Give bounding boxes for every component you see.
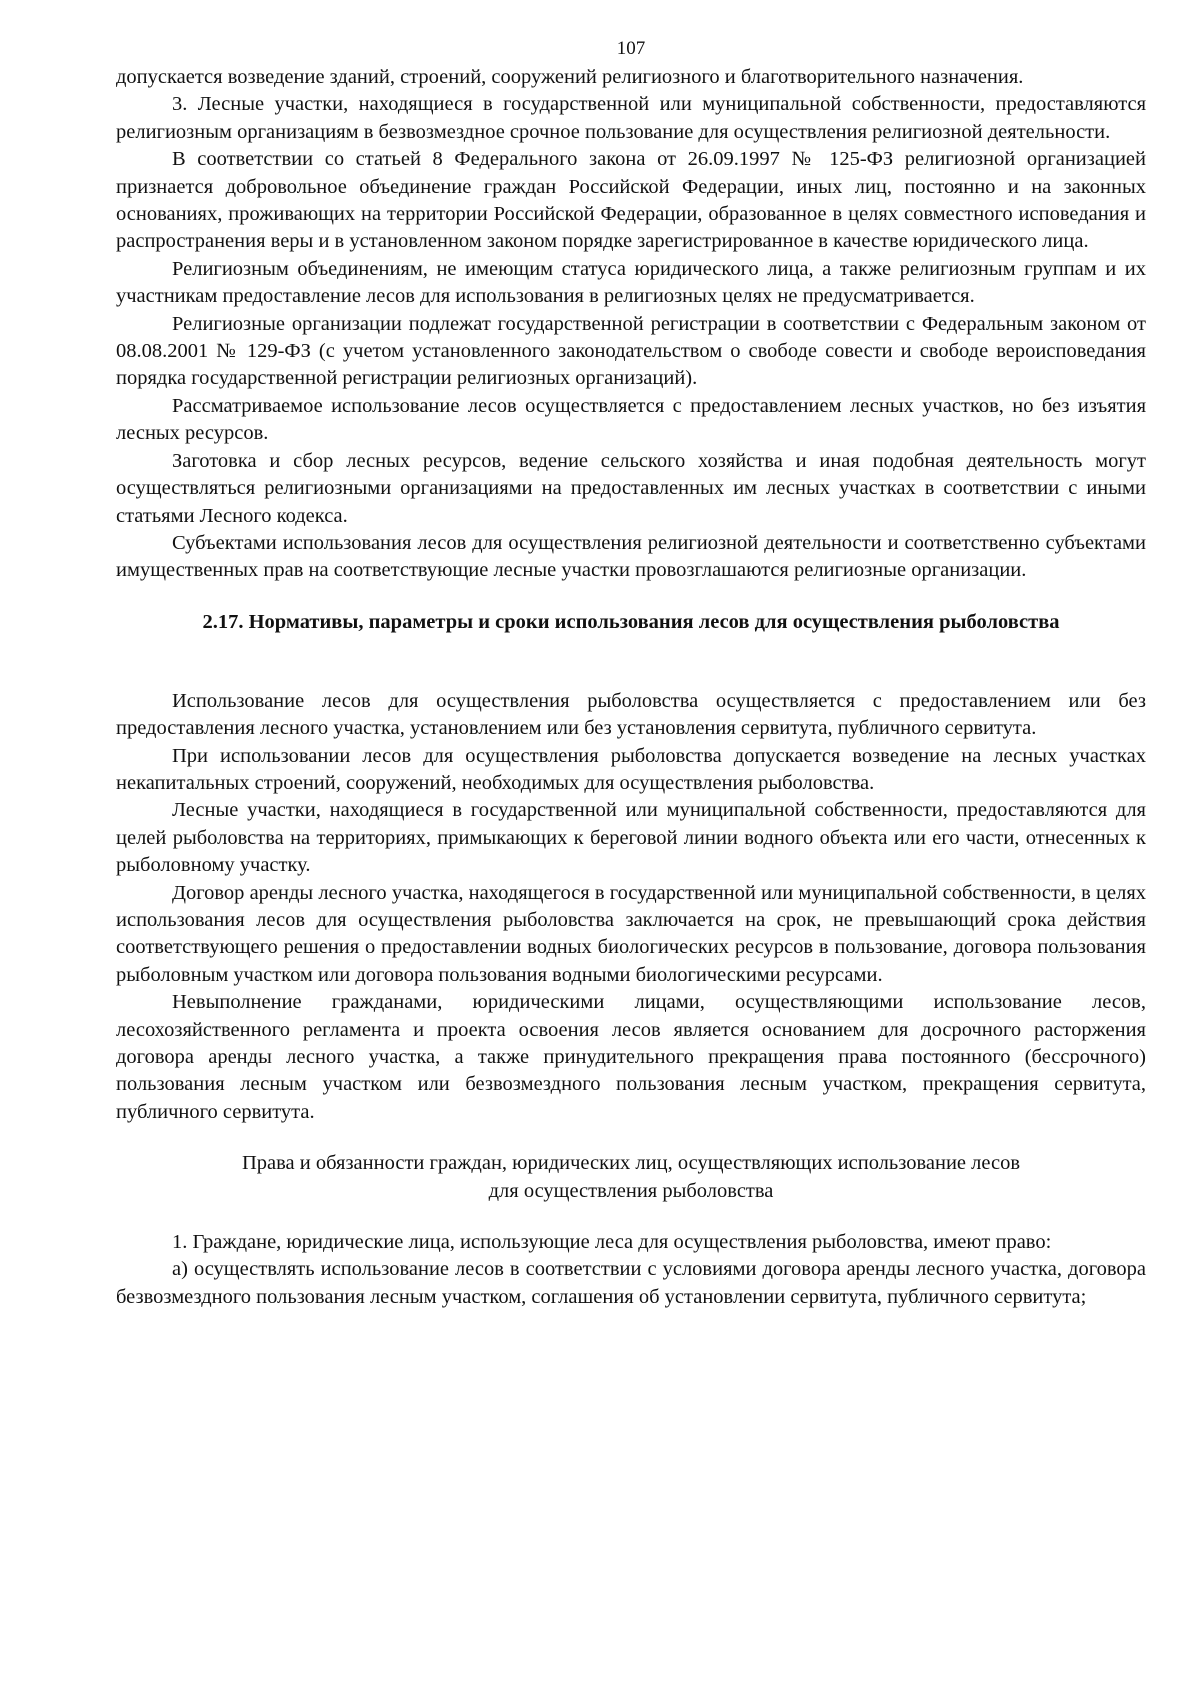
paragraph-harvesting-resources: Заготовка и сбор лесных ресурсов, ведение сельского хозяйства и иная подобная деятельность могут осуществляться религиозными организациями на предоставленных им лесных участках в соответствии с иными статьями Лесного кодекса. <box>116 449 1146 527</box>
paragraph-religious-organization-definition: В соответствии со статьей 8 Федерального закона от 26.09.1997 № 125-ФЗ религиозной организацией признается добровольное объединение граждан Российской Федерации, иных лиц, постоянно и на законных основаниях, проживающих на территории Российской Федерации, образованное в целях совместного исповедания и распространения веры и в установленном законом порядке зарегистрированное в качестве юридического лица. <box>116 148 1146 253</box>
paragraph-rights-item-a: а) осуществлять использование лесов в соответствии с условиями договора аренды лесного участка, договора безвозмездного пользования лесным участком, соглашения об установлении сервитута, публичного сервитута; <box>116 1258 1146 1308</box>
document-page <box>116 38 1146 1311</box>
paragraph-continuation: допускается возведение зданий, строений, сооружений религиозного и благотворительного назначения. <box>116 66 1024 88</box>
section-heading: 2.17. Нормативы, параметры и сроки использования лесов для осуществления рыболовства <box>202 610 1060 633</box>
paragraph-noncompliance: Невыполнение гражданами, юридическими лицами, осуществляющими использование лесов, лесохозяйственного регламента и проекта освоения лесов является основанием для досрочного расторжения договора аренды лесного участка, а также принудительного прекращения права постоянного (бессрочного) пользования лесным участком или безвозмездного пользования лесным участком, прекращения сервитута, публичного сервитута. <box>116 991 1146 1123</box>
paragraph-fishing-structures: При использовании лесов для осуществления рыболовства допускается возведение на лесных участках некапитальных строений, сооружений, необходимых для осуществления рыболовства. <box>116 744 1146 794</box>
paragraph-fishing-plots: Лесные участки, находящиеся в государственной или муниципальной собственности, предоставляются для целей рыболовства на территориях, примыкающих к береговой линии водного объекта или его части, отнесенных к рыболовному участку. <box>116 799 1146 877</box>
rights-heading-line-1: Права и обязанности граждан, юридических лиц, осуществляющих использование лесов <box>241 1152 1021 1175</box>
paragraph-lease-agreement: Договор аренды лесного участка, находящегося в государственной или муниципальной собственности, в целях использования лесов для осуществления рыболовства заключается на срок, не превышающий срока действия соответствующего решения о предоставлении водных биологических ресурсов в пользование, договора пользования рыболовным участком или договора пользования водными биологическими ресурсами. <box>116 881 1146 986</box>
paragraph-item-3: 3. Лесные участки, находящиеся в государственной или муниципальной собственности, предоставляются религиозным организациям в безвозмездное срочное пользование для осуществления религиозной деятельности. <box>116 93 1146 143</box>
paragraph-rights-item-1: 1. Граждане, юридические лица, использующие леса для осуществления рыболовства, имеют право: <box>172 1231 1052 1254</box>
rights-heading-line-2: для осуществления рыболовства <box>488 1179 774 1202</box>
rights-and-duties-heading <box>116 1150 1146 1205</box>
paragraph-use-without-withdrawal: Рассматриваемое использование лесов осуществляется с предоставлением лесных участков, но без изъятия лесных ресурсов. <box>116 394 1146 445</box>
paragraph-fishing-use: Использование лесов для осуществления рыболовства осуществляется с предоставлением или без предоставления лесного участка, установлением или без установления сервитута, публичного сервитута. <box>116 689 1146 740</box>
paragraph-religious-groups: Религиозным объединениям, не имеющим статуса юридического лица, а также религиозным группам и их участникам предоставление лесов для использования в религиозных целях не предусматривается. <box>116 257 1146 308</box>
paragraph-subjects-of-use: Субъектами использования лесов для осуществления религиозной деятельности и соответственно субъектами имущественных прав на соответствующие лесные участки провозглашаются религиозные организации. <box>116 531 1146 582</box>
page-number: 107 <box>616 38 646 59</box>
paragraph-state-registration: Религиозные организации подлежат государственной регистрации в соответствии с Федеральным законом от 08.08.2001 № 129-ФЗ (с учетом установленного законодательством о свободе совести и свободе вероисповедания порядка государственной регистрации религиозных организаций). <box>116 312 1146 390</box>
